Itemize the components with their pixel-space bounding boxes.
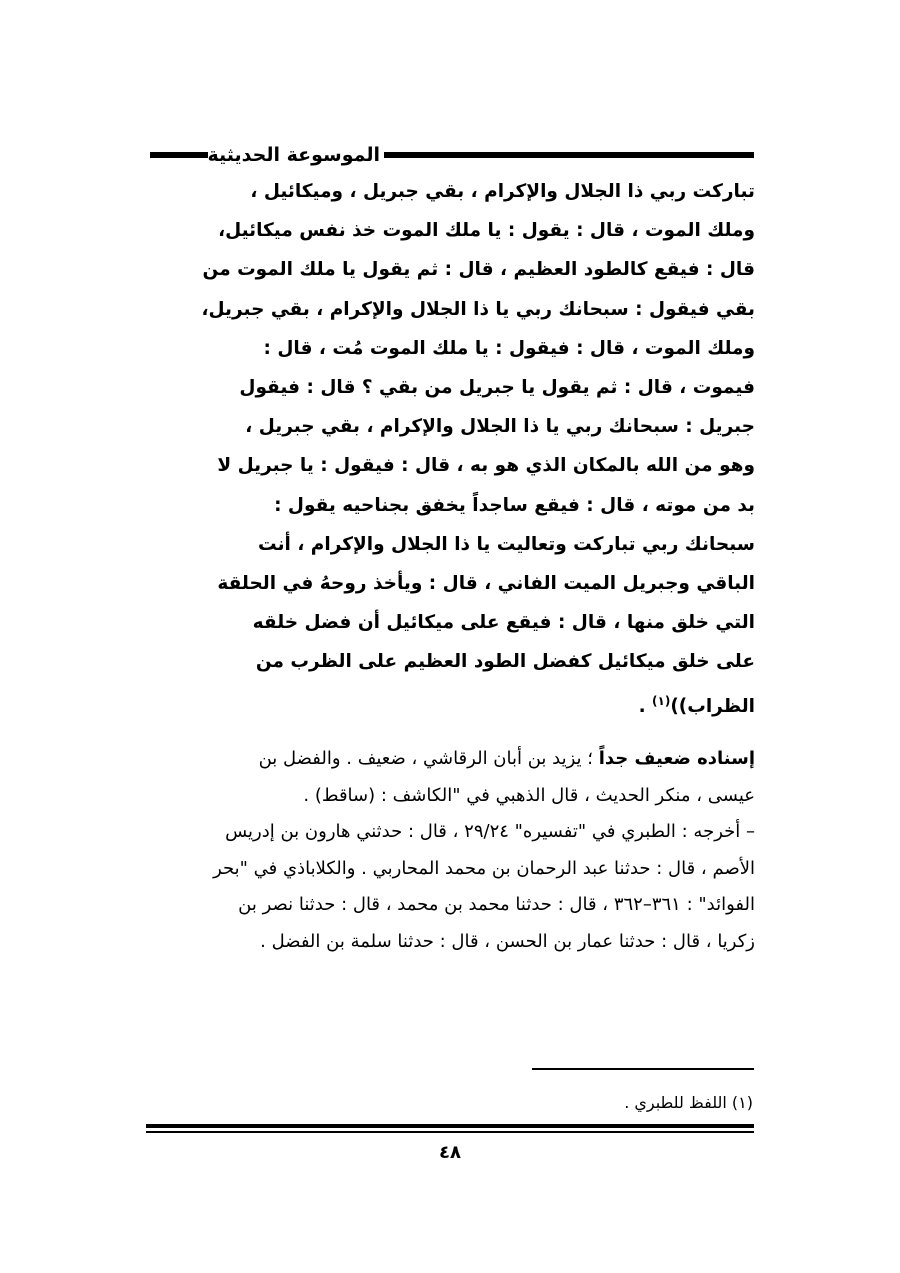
- header-rule-right: [384, 152, 754, 158]
- hadith-line: التي خلق منها ، قال : فيقع على ميكائيل أن فضل خلقه: [252, 612, 755, 634]
- hadith-line: قال : فيقع كالطود العظيم ، قال : ثم يقول يا ملك الموت من: [202, 259, 755, 281]
- commentary-line: – أخرجه : الطبري في "تفسيره" ٢٩/٢٤ ، قال : حدثني هارون بن إدريس: [225, 821, 755, 842]
- commentary-line: عيسى ، منكر الحديث ، قال الذهبي في "الكاشف : (ساقط) .: [303, 784, 755, 806]
- commentary-line: [150, 741, 755, 778]
- hadith-line: جبريل : سبحانك ربي يا ذا الجلال والإكرام ، بقي جبريل ،: [245, 416, 755, 438]
- hadith-last-line: [150, 682, 755, 726]
- footnote-reference[interactable]: (١): [652, 693, 671, 708]
- isnad-grade-label: إسناده ضعيف جداً: [598, 748, 755, 769]
- commentary-block: [150, 741, 755, 960]
- hadith-line: تباركت ربي ذا الجلال والإكرام ، بقي جبريل ، وميكائيل ،: [250, 181, 755, 202]
- hadith-last-end: .: [638, 695, 653, 717]
- hadith-line: سبحانك ربي تباركت وتعاليت يا ذا الجلال والإكرام ، أنت: [258, 533, 755, 555]
- footnote-text: (١) اللفظ للطبري .: [624, 1093, 753, 1112]
- hadith-line: وملك الموت ، قال : يقول : يا ملك الموت خذ نفس ميكائيل،: [218, 220, 755, 242]
- hadith-line: فيموت ، قال : ثم يقول يا جبريل من بقي ؟ قال : فيقول: [239, 377, 755, 399]
- hadith-line: بقي فيقول : سبحانك ربي يا ذا الجلال والإكرام ، بقي جبريل،: [201, 298, 755, 320]
- hadith-line: الباقي وجبريل الميت الفاني ، قال : ويأخذ روحهُ في الحلقة: [217, 573, 755, 595]
- footer-rule-thick: [146, 1124, 754, 1128]
- commentary-line-rest: ؛ يزيد بن أبان الرقاشي ، ضعيف . والفضل بن: [258, 748, 599, 769]
- footer-rule-thin: [146, 1131, 754, 1133]
- page-number: ٤٨: [439, 1142, 461, 1163]
- hadith-line: على خلق ميكائيل كفضل الطود العظيم على الظرب من: [255, 651, 755, 673]
- hadith-line: بد من موته ، قال : فيقع ساجداً يخفق بجناحيه يقول :: [274, 494, 755, 516]
- hadith-line: وهو من الله بالمكان الذي هو به ، قال : فيقول : يا جبريل لا: [217, 455, 755, 477]
- header-rule-left: [150, 152, 208, 158]
- hadith-text-block: [150, 172, 755, 726]
- running-header-title: الموسوعة الحديثية: [207, 144, 380, 166]
- commentary-line: الأصم ، قال : حدثنا عبد الرحمان بن محمد المحاربي . والكلاباذي في "بحر: [213, 857, 755, 879]
- hadith-line: وملك الموت ، قال : فيقول : يا ملك الموت مُت ، قال :: [263, 337, 755, 359]
- commentary-line: الفوائد" : ٣٦١–٣٦٢ ، قال : حدثنا محمد بن محمد ، قال : حدثنا نصر بن: [238, 894, 755, 915]
- hadith-last-text: الظراب)): [670, 695, 755, 717]
- commentary-line: زكريا ، قال : حدثنا عمار بن الحسن ، قال : حدثنا سلمة بن الفضل .: [260, 930, 755, 952]
- footnote-separator: [532, 1068, 754, 1070]
